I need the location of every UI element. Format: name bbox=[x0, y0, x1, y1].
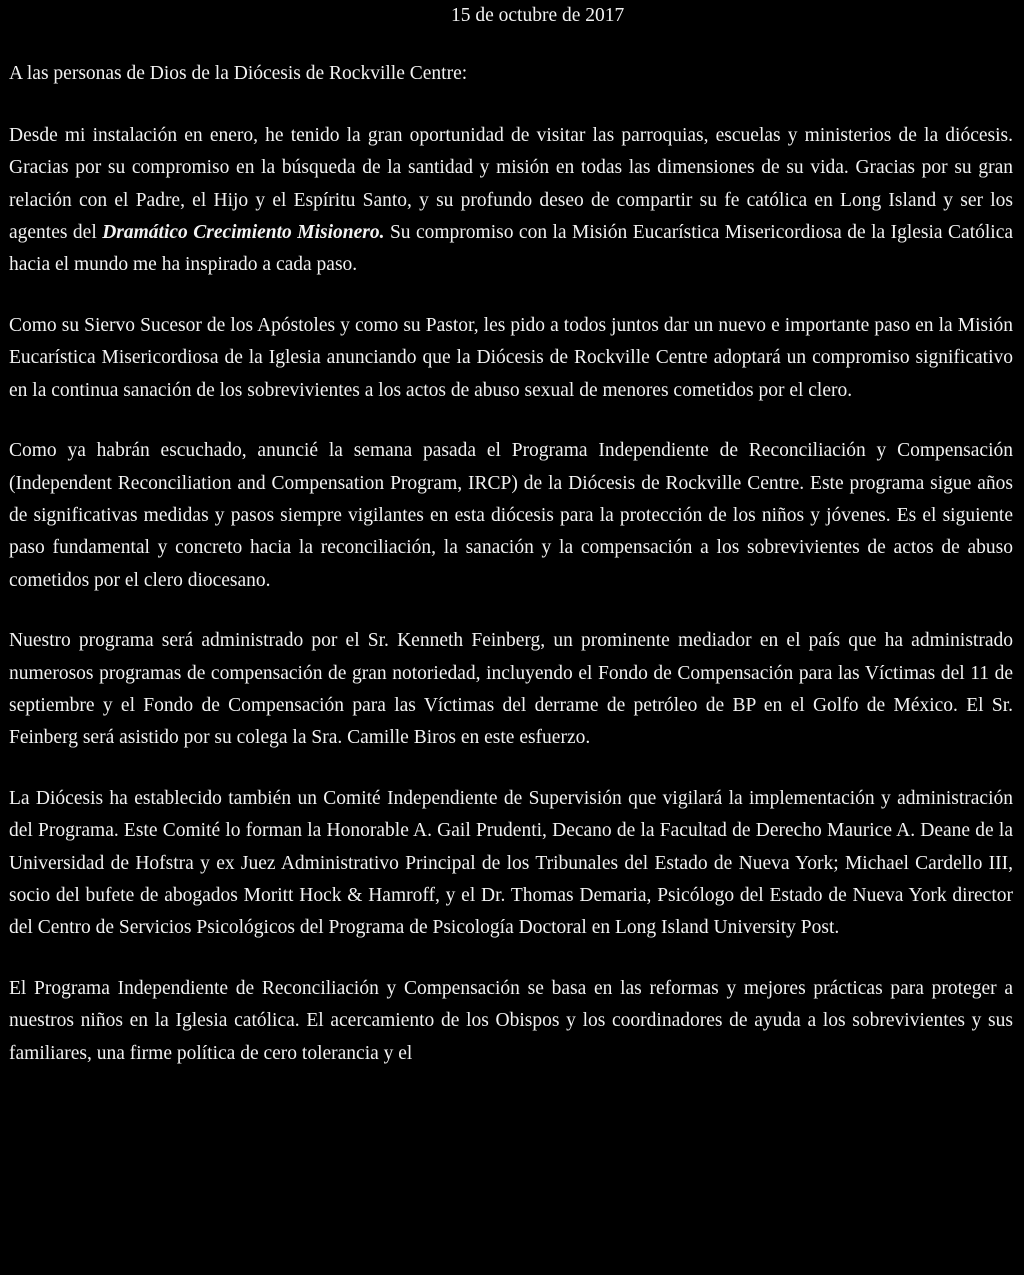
paragraph-2: Como su Siervo Sucesor de los Apóstoles y como su Pastor, les pido a todos juntos dar un nuevo e importante paso en la Misión Eucarística Misericordiosa de la Iglesia anunciando que la Diócesis de Rockville Centre adoptará un compromiso significativo en la continua sanación de los sobrevivientes a los actos de abuso sexual de menores cometidos por el clero. bbox=[9, 314, 1013, 401]
letter-salutation: A las personas de Dios de la Diócesis de Rockville Centre: bbox=[9, 63, 468, 84]
paragraph-1-emphasis: Dramático Crecimiento Misionero. bbox=[102, 221, 385, 243]
letter-date: 15 de octubre de 2017 bbox=[451, 5, 625, 26]
paragraph-5: La Diócesis ha establecido también un Comité Independiente de Supervisión que vigilará la implementación y administración del Programa. Este Comité lo forman la Honorable A. Gail Prudenti, Decano de la Facultad de Derecho Maurice A. Deane de la Universidad de Hofstra y ex Juez Administrativo Principal de los Tribunales del Estado de Nueva York; Michael Cardello III, socio del bufete de abogados Moritt Hock & Hamroff, y el Dr. Thomas Demaria, Psicólogo del Estado de Nueva York director del Centro de Servicios Psicológicos del Programa de Psicología Doctoral en Long Island University Post. bbox=[9, 788, 1013, 939]
paragraph-4: Nuestro programa será administrado por el Sr. Kenneth Feinberg, un prominente mediador en el país que ha administrado numerosos programas de compensación de gran notoriedad, incluyendo el Fondo de Compensación para las Víctimas del 11 de septiembre y el Fondo de Compensación para las Víctimas del derrame de petróleo de BP en el Golfo de México. El Sr. Feinberg será asistido por su colega la Sra. Camille Biros en este esfuerzo. bbox=[9, 630, 1013, 749]
paragraph-1-text-a: Desde mi instalación en enero, he tenido la gran oportunidad de visitar las parroquias, escuelas y ministerios de la diócesis. Gracias por su compromiso en la búsqueda de la santidad y misión en todas las dimensiones de su vida. Gracias por su gran relación con el Padre, el Hijo y el Espíritu Santo, y su profundo deseo de compartir su fe católica en Long Island y ser los agentes del bbox=[9, 125, 1013, 243]
paragraph-1-text-b: Su compromiso con la Misión Eucarística Misericordiosa de la Iglesia Católica hacia el mundo me ha inspirado a cada paso. bbox=[9, 221, 1014, 276]
letter-body bbox=[9, 120, 1013, 1098]
paragraph-1 bbox=[9, 120, 1013, 281]
paragraph-6: El Programa Independiente de Reconciliación y Compensación se basa en las reformas y mejores prácticas para proteger a nuestros niños en la Iglesia católica. El acercamiento de los Obispos y los coordinadores de ayuda a los sobrevivientes y sus familiares, una firme política de cero tolerancia y el bbox=[9, 978, 1013, 1064]
paragraph-3: Como ya habrán escuchado, anuncié la semana pasada el Programa Independiente de Reconciliación y Compensación (Independent Reconciliation and Compensation Program, IRCP) de la Diócesis de Rockville Centre. Este programa sigue años de significativas medidas y pasos siempre vigilantes en esta diócesis para la protección de los niños y jóvenes. Es el siguiente paso fundamental y concreto hacia la reconciliación, la sanación y la compensación a los sobrevivientes de actos de abuso cometidos por el clero diocesano. bbox=[9, 440, 1013, 591]
